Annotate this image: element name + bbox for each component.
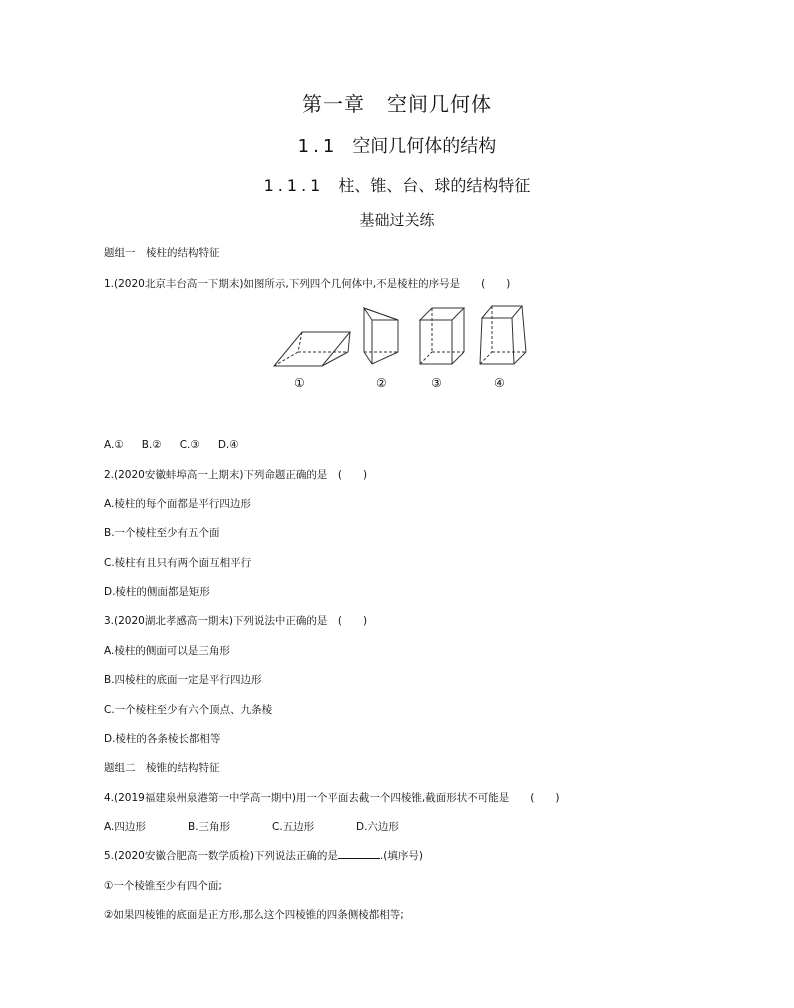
q3-option-b: B.四棱柱的底面一定是平行四边形 xyxy=(104,674,262,686)
chapter-title: 空间几何体 xyxy=(387,92,492,116)
q3-option-c: C.一个棱柱至少有六个顶点、九条棱 xyxy=(104,704,273,716)
q4-options xyxy=(104,819,440,834)
figure-2-triangular-prism xyxy=(364,308,398,364)
chapter-label: 第一章 xyxy=(302,92,365,116)
q5-stem xyxy=(104,848,423,863)
q5-stem-before: 5.(2020安徽合肥高一数学质检)下列说法正确的是 xyxy=(104,850,338,862)
q2-option-b: B.一个棱柱至少有五个面 xyxy=(104,527,220,539)
q1-option-d: D.④ xyxy=(217,439,239,451)
q1-stem: 1.(2020北京丰台高一下期末)如图所示,下列四个几何体中,不是棱柱的序号是 ( ) xyxy=(104,278,511,290)
group2-title: 题组二 棱锥的结构特征 xyxy=(104,762,220,774)
figure-label-2: ② xyxy=(376,376,387,390)
q1-options xyxy=(104,439,257,451)
q1-figures xyxy=(270,300,530,400)
section-title: 空间几何体的结构 xyxy=(352,136,497,157)
q4-option-b: B.三角形 xyxy=(188,821,231,833)
figure-4-frustum-like xyxy=(480,306,526,364)
q5-answer-blank[interactable] xyxy=(338,848,380,859)
figure-label-1: ① xyxy=(294,376,305,390)
q4-stem: 4.(2019福建泉州泉港第一中学高一期中)用一个平面去截一个四棱锥,截面形状不可能是 ( ) xyxy=(104,792,560,804)
q2-option-d: D.棱柱的侧面都是矩形 xyxy=(104,586,210,598)
q4-option-d: D.六边形 xyxy=(356,821,399,833)
q1-option-a: A.① xyxy=(104,439,124,451)
figure-label-4: ④ xyxy=(494,376,505,390)
q4-option-a: A.四边形 xyxy=(104,821,146,833)
q2-option-c: C.棱柱有且只有两个面互相平行 xyxy=(104,557,252,569)
q2-option-a: A.棱柱的每个面都是平行四边形 xyxy=(104,498,251,510)
subsection-heading xyxy=(0,173,794,196)
figure-3-box xyxy=(420,308,464,364)
section-heading xyxy=(0,132,794,158)
figure-1-slanted-prism xyxy=(274,332,350,366)
q2-stem: 2.(2020安徽蚌埠高一上期末)下列命题正确的是 ( ) xyxy=(104,469,368,481)
chapter-heading xyxy=(0,88,794,117)
q5-item-2: ②如果四棱锥的底面是正方形,那么这个四棱锥的四条侧棱都相等; xyxy=(104,909,404,921)
subsection-title: 柱、锥、台、球的结构特征 xyxy=(338,176,531,195)
q5-stem-after: .(填序号) xyxy=(379,850,423,862)
q3-option-a: A.棱柱的侧面可以是三角形 xyxy=(104,645,230,657)
group1-title: 题组一 棱柱的结构特征 xyxy=(104,247,220,259)
practice-title: 基础过关练 xyxy=(359,211,435,229)
q3-option-d: D.棱柱的各条棱长都相等 xyxy=(104,733,221,745)
q1-option-b: B.② xyxy=(141,439,162,451)
q1-option-c: C.③ xyxy=(179,439,200,451)
q5-item-1: ①一个棱锥至少有四个面; xyxy=(104,880,222,892)
q3-stem: 3.(2020湖北孝感高一期末)下列说法中正确的是 ( ) xyxy=(104,615,368,627)
section-number: 1.1 xyxy=(297,136,339,157)
subsection-number: 1.1.1 xyxy=(263,176,325,195)
q4-option-c: C.五边形 xyxy=(272,821,315,833)
figure-label-3: ③ xyxy=(431,376,442,390)
